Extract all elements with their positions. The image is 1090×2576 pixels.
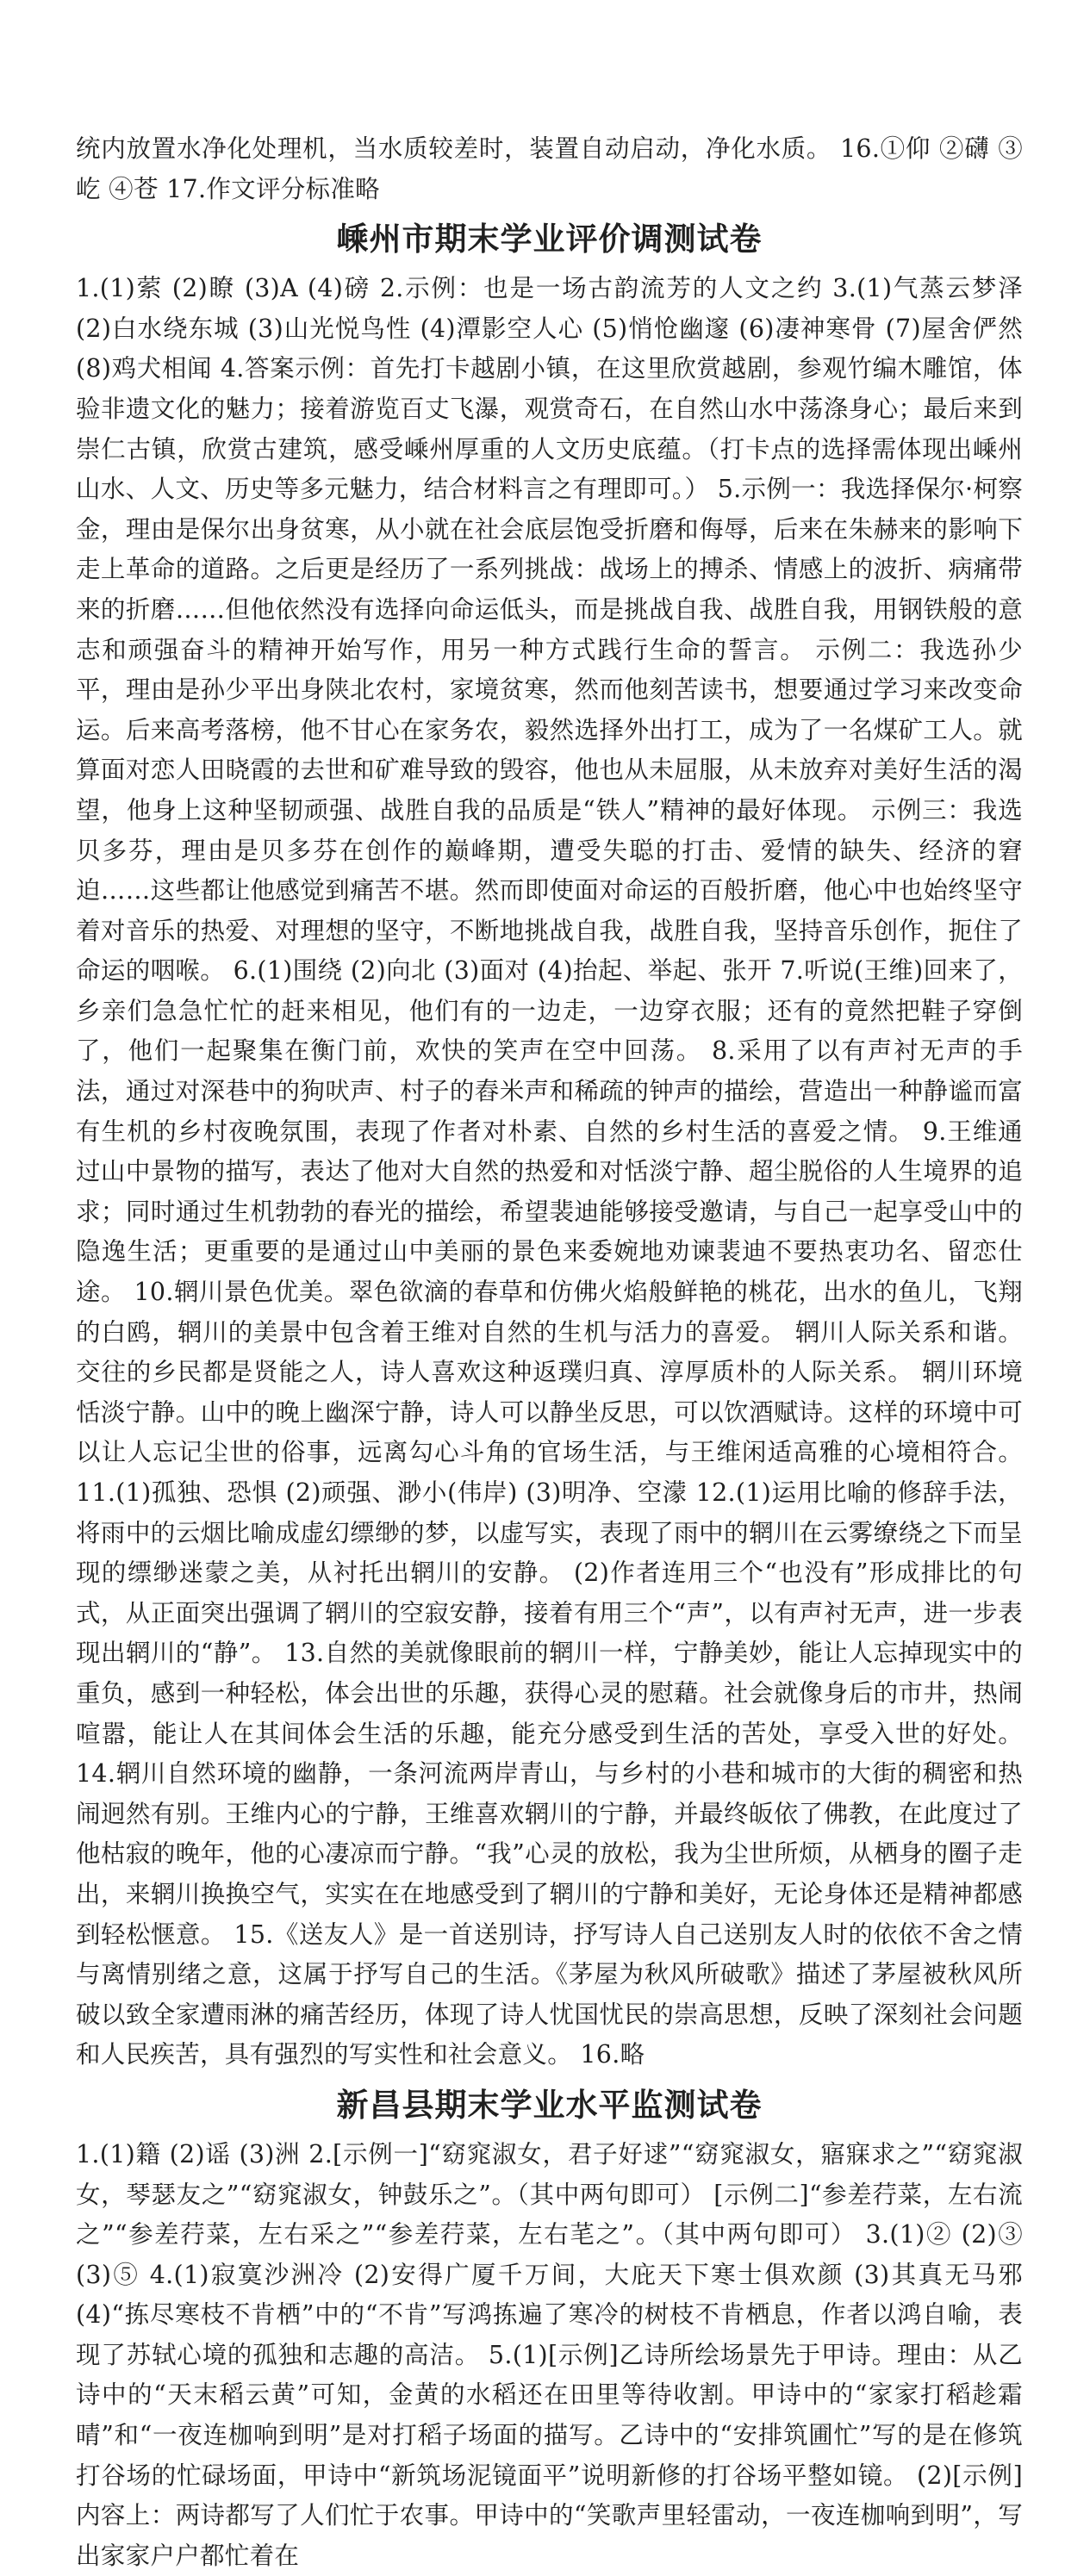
- section-title-shengzhou: 嵊州市期末学业评价调测试卷: [336, 221, 763, 258]
- section-body-xinchang: 1.(1)籍 (2)谣 (3)洲 2.[示例一]“窈窕淑女，君子好逑”“窈窕淑女，寤寐求之”“窈窕淑女，琴瑟友之”“窈窕淑女，钟鼓乐之”。（其中两句即可） [示例二]“参差荇菜，左右流之”“参差荇菜，左右采之”“参差荇菜，左右芼之”。（其中两句即可） 3.(1)② (2)③ (3)⑤ 4.(1)寂寞沙洲冷 (2)安得广厦千万间，大庇天下寒士俱欢颜 (3)其真无马邪 (4)“拣尽寒枝不肯栖”中的“不肯”写鸿拣遍了寒冷的树枝不肯栖息，作者以鸿自喻，表现了苏轼心境的孤独和志趣的高洁。 5.(1)[示例]乙诗所绘场景先于甲诗。理由：从乙诗中的“天末稻云黄”可知，金黄的水稻还在田里等待收割。甲诗中的“家家打稻趁霜晴”和“一夜连枷响到明”是对打稻子场面的描写。乙诗中的“安排筑圃忙”写的是在修筑打谷场的忙碌场面，甲诗中“新筑场泥镜面平”说明新修的打谷场平整如镜。 (2)[示例]内容上：两诗都写了人们忙于农事。甲诗中的“笑歌声里轻雷动，一夜连枷响到明”，写出家家户户都忙着在: [76, 2139, 1023, 2570]
- intro-paragraph: 统内放置水净化处理机，当水质较差时，装置自动启动，净化水质。 16.①仰 ②礴 ③屹 ④苍 17.作文评分标准略: [76, 134, 1023, 203]
- section-body-shengzhou: 1.(1)萦 (2)瞭 (3)A (4)磅 2.示例：也是一场古韵流芳的人文之约 3.(1)气蒸云梦泽 (2)白水绕东城 (3)山光悦鸟性 (4)潭影空人心 (5)悄怆幽邃 (6)凄神寒骨 (7)屋舍俨然 (8)鸡犬相闻 4.答案示例：首先打卡越剧小镇，在这里欣赏越剧，参观竹编木雕馆，体验非遗文化的魅力；接着游览百丈飞瀑，观赏奇石，在自然山水中荡涤身心；最后来到崇仁古镇，欣赏古建筑，感受嵊州厚重的人文历史底蕴。（打卡点的选择需体现出嵊州山水、人文、历史等多元魅力，结合材料言之有理即可。） 5.示例一：我选择保尔·柯察金，理由是保尔出身贫寒，从小就在社会底层饱受折磨和侮辱，后来在朱赫来的影响下走上革命的道路。之后更是经历了一系列挑战：战场上的搏杀、情感上的波折、病痛带来的折磨……但他依然没有选择向命运低头，而是挑战自我、战胜自我，用钢铁般的意志和顽强奋斗的精神开始写作，用另一种方式践行生命的誓言。 示例二：我选孙少平，理由是孙少平出身陕北农村，家境贫寒，然而他刻苦读书，想要通过学习来改变命运。后来高考落榜，他不甘心在家务农，毅然选择外出打工，成为了一名煤矿工人。就算面对恋人田晓霞的去世和矿难导致的毁容，他也从未屈服，从未放弃对美好生活的渴望，他身上这种坚韧顽强、战胜自我的品质是“铁人”精神的最好体现。 示例三：我选贝多芬，理由是贝多芬在创作的巅峰期，遭受失聪的打击、爱情的缺失、经济的窘迫……这些都让他感觉到痛苦不堪。然而即使面对命运的百般折磨，他心中也始终坚守着对音乐的热爱、对理想的坚守，不断地挑战自我，战胜自我，坚持音乐创作，扼住了命运的咽喉。 6.(1)围绕 (2)向北 (3)面对 (4)抬起、举起、张开 7.听说(王维)回来了，乡亲们急急忙忙的赶来相见，他们有的一边走，一边穿衣服；还有的竟然把鞋子穿倒了，他们一起聚集在衡门前，欢快的笑声在空中回荡。 8.采用了以有声衬无声的手法，通过对深巷中的狗吠声、村子的舂米声和稀疏的钟声的描绘，营造出一种静谧而富有生机的乡村夜晚氛围，表现了作者对朴素、自然的乡村生活的喜爱之情。 9.王维通过山中景物的描写，表达了他对大自然的热爱和对恬淡宁静、超尘脱俗的人生境界的追求；同时通过生机勃勃的春光的描绘，希望裴迪能够接受邀请，与自己一起享受山中的隐逸生活；更重要的是通过山中美丽的景色来委婉地劝谏裴迪不要热衷功名、留恋仕途。 10.辋川景色优美。翠色欲滴的春草和仿佛火焰般鲜艳的桃花，出水的鱼儿，飞翔的白鸥，辋川的美景中包含着王维对自然的生机与活力的喜爱。 辋川人际关系和谐。交往的乡民都是贤能之人，诗人喜欢这种返璞归真、淳厚质朴的人际关系。 辋川环境恬淡宁静。山中的晚上幽深宁静，诗人可以静坐反思，可以饮酒赋诗。这样的环境中可以让人忘记尘世的俗事，远离勾心斗角的官场生活，与王维闲适高雅的心境相符合。 11.(1)孤独、恐惧 (2)顽强、渺小(伟岸) (3)明净、空濛 12.(1)运用比喻的修辞手法，将雨中的云烟比喻成虚幻缥缈的梦，以虚写实，表现了雨中的辋川在云雾缭绕之下而呈现的缥缈迷蒙之美，从衬托出辋川的安静。 (2)作者连用三个“也没有”形成排比的句式，从正面突出强调了辋川的空寂安静，接着有用三个“声”，以有声衬无声，进一步表现出辋川的“静”。 13.自然的美就像眼前的辋川一样，宁静美妙，能让人忘掉现实中的重负，感到一种轻松，体会出世的乐趣，获得心灵的慰藉。社会就像身后的市井，热闹喧嚣，能让人在其间体会生活的乐趣，能充分感受到生活的苦处，享受入世的好处。 14.辋川自然环境的幽静，一条河流两岸青山，与乡村的小巷和城市的大街的稠密和热闹迥然有别。王维内心的宁静，王维喜欢辋川的宁静，并最终皈依了佛教，在此度过了他枯寂的晚年，他的心凄凉而宁静。“我”心灵的放松，我为尘世所烦，从栖身的圈子走出，来辋川换换空气，实实在在地感受到了辋川的宁静和美好，无论身体还是精神都感到轻松惬意。 15.《送友人》是一首送别诗，抒写诗人自己送别友人时的依依不舍之情与离情别绪之意，这属于抒写自己的生活。《茅屋为秋风所破歌》描述了茅屋被秋风所破以致全家遭雨淋的痛苦经历，体现了诗人忧国忧民的崇高思想，反映了深刻社会问题和人民疾苦，具有强烈的写实性和社会意义。 16.略: [76, 274, 1023, 2069]
- section-title-xinchang: 新昌县期末学业水平监测试卷: [336, 2086, 763, 2124]
